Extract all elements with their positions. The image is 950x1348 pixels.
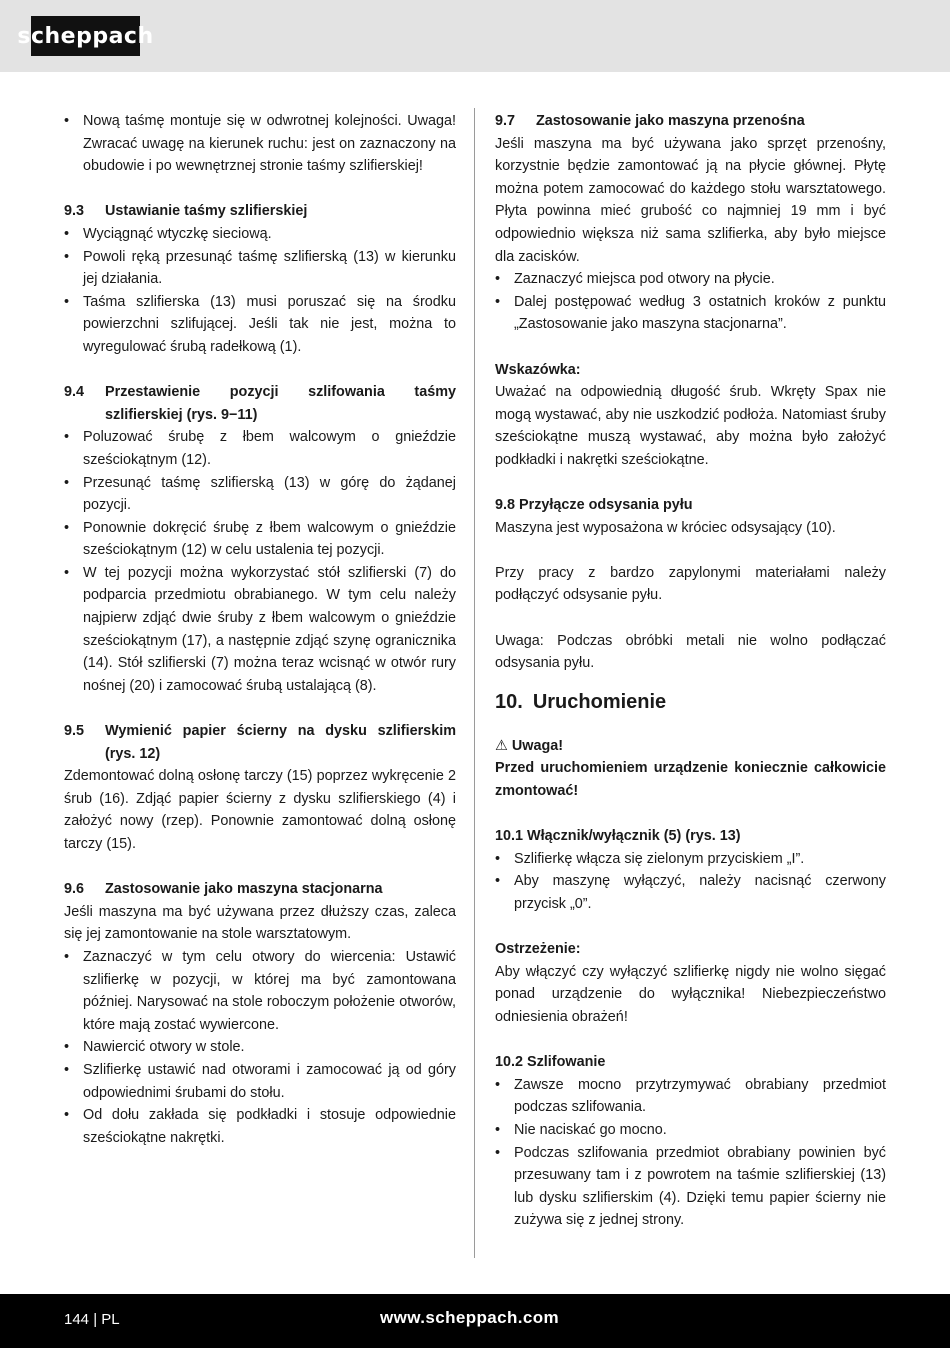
- list-item: • Aby maszynę wyłączyć, należy nacisnąć czerwony przycisk „0”.: [495, 870, 886, 915]
- list-item: • Dalej postępować według 3 ostatnich kroków z punktu „Zastosowanie jako maszyna stacjonarna”.: [495, 291, 886, 336]
- list-item: • Od dołu zakłada się podkładki i stosuje odpowiednie sześciokątne nakrętki.: [64, 1104, 456, 1149]
- hint-title: Wskazówka:: [495, 361, 581, 378]
- warning-text: Przed uruchomieniem urządzenie koniecznie całkowicie zmontować!: [495, 760, 886, 800]
- list-item: • Szlifierkę ustawić nad otworami i zamocować ją od góry odpowiednimi śrubami do stołu.: [64, 1059, 456, 1104]
- list-item: • Zaznaczyć miejsca pod otwory na płycie.: [495, 268, 886, 291]
- column-divider: [474, 108, 475, 1258]
- chapter-heading-10: 10. Uruchomienie: [495, 690, 667, 713]
- paragraph: Zdemontować dolną osłonę tarczy (15) poprzez wykręcenie 2 śrub (16). Zdjąć papier ścierny z dysku szlifierskiego (4) i założyć nowy (rzep). Ponownie zamontować dolną osłonę tarczy (15).: [64, 768, 456, 852]
- paragraph: Uwaga: Podczas obróbki metali nie wolno podłączać odsysania pyłu.: [495, 632, 886, 672]
- section-heading-9-3: 9.3 Ustawianie taśmy szlifierskiej: [64, 203, 308, 220]
- right-column: [495, 110, 886, 1232]
- section-heading-9-4: 9.4 Przestawienie pozycji szlifowania taśmy szlifierskiej (rys. 9−11): [64, 384, 456, 423]
- paragraph: Jeśli maszyna ma być używana jako sprzęt przenośny, korzystnie będzie zamontować ją na płycie głównej. Płytę można potem zamocować do każdego stołu warsztatowego. Płyta powinna mieć grubość co najmniej 19 mm i być odpowiednio większa niż sama szlifierka, aby było miejsce dla zacisków.: [495, 135, 886, 265]
- section-heading-9-7: 9.7 Zastosowanie jako maszyna przenośna: [495, 113, 805, 129]
- list-item: • Przesunąć taśmę szlifierską (13) w górę do żądanej pozycji.: [64, 472, 456, 517]
- caution-title: Ostrzeżenie:: [495, 941, 581, 958]
- left-column: [64, 110, 456, 1149]
- section-heading-9-5: 9.5 Wymienić papier ścierny na dysku szlifierskim (rys. 12): [64, 723, 456, 762]
- list-item: • Nie naciskać go mocno.: [495, 1119, 886, 1142]
- paragraph: Maszyna jest wyposażona w króciec odsysający (10).: [495, 519, 836, 536]
- warning-triangle-icon: ⚠: [495, 737, 508, 754]
- hint-text: Uważać na odpowiednią długość śrub. Wkręty Spax nie mogą wystawać, aby nie uszkodzić podłoża. Natomiast śruby sześciokątne muszą wystawać, aby można było założyć podkładki i nakrętki sześciokątne.: [495, 384, 886, 468]
- list-item: • Ponownie dokręcić śrubę z łbem walcowym o gnieździe sześciokątnym (12) w celu ustalenia tej pozycji.: [64, 517, 456, 562]
- list-item: • Podczas szlifowania przedmiot obrabiany powinien być przesuwany tam i z powrotem na taśmie szlifierskiej (13) lub dysku szlifierskim (4). Dzięki temu papier ścierny nie zużywa się z jednej strony.: [495, 1142, 886, 1232]
- list-item: • Poluzować śrubę z łbem walcowym o gnieździe sześciokątnym (12).: [64, 426, 456, 471]
- section-heading-10-2: 10.2 Szlifowanie: [495, 1054, 606, 1071]
- footer-bar: [0, 1294, 950, 1348]
- paragraph: Jeśli maszyna ma być używana przez dłuższy czas, zaleca się jej zamontowanie na stole warsztatowym.: [64, 903, 456, 943]
- list-item: • Taśma szlifierska (13) musi poruszać się na środku powierzchni szlifującej. Jeśli tak nie jest, można to wyregulować śrubą radełkową (1).: [64, 291, 456, 359]
- list-item: • Powoli ręką przesunąć taśmę szlifierską (13) w kierunku jej działania.: [64, 246, 456, 291]
- caution-text: Aby włączyć czy wyłączyć szlifierkę nigdy nie wolno sięgać ponad urządzenie do wyłącznika! Niebezpieczeństwo odniesienia obrażeń!: [495, 963, 886, 1025]
- paragraph: Przy pracy z bardzo zapylonymi materiałami należy podłączyć odsysanie pyłu.: [495, 564, 886, 604]
- brand-logo: scheppach: [31, 16, 140, 56]
- list-item: • Nową taśmę montuje się w odwrotnej kolejności. Uwaga! Zwracać uwagę na kierunek ruchu: jest on zaznaczony na obudowie i po wewnętrznej stronie taśmy szlifierskiej!: [64, 110, 456, 178]
- section-heading-9-8: 9.8 Przyłącze odsysania pyłu: [495, 497, 693, 514]
- list-item: • Zawsze mocno przytrzymywać obrabiany przedmiot podczas szlifowania.: [495, 1074, 886, 1119]
- website-url: www.scheppach.com: [380, 1308, 560, 1327]
- list-item: • W tej pozycji można wykorzystać stół szlifierski (7) do podparcia przedmiotu obrabianego. W tym celu należy najpierw zdjąć dwie śruby z łbem walcowym o gnieździe sześciokątnym (17), a następnie zdjąć szynę ogranicznika (14). Stół szlifierski (7) można teraz wcisnąć w otwór rury nośnej (20) i zamocować śrubą ustalającą (8).: [64, 562, 456, 698]
- list-item: • Szlifierkę włącza się zielonym przyciskiem „I”.: [495, 848, 886, 871]
- list-item: • Wyciągnąć wtyczkę sieciową.: [64, 223, 456, 246]
- list-item: • Zaznaczyć w tym celu otwory do wiercenia: Ustawić szlifierkę w pozycji, w której ma być zamontowana później. Narysować na stole roboczym położenie otworów, które mają zostać wywiercone.: [64, 946, 456, 1036]
- page-number: 144 | PL: [64, 1311, 120, 1328]
- section-heading-10-1: 10.1 Włącznik/wyłącznik (5) (rys. 13): [495, 828, 741, 845]
- list-item: • Nawiercić otwory w stole.: [64, 1036, 456, 1059]
- warning-label: ⚠ Uwaga!: [495, 735, 886, 758]
- header-bar: [0, 0, 950, 72]
- section-heading-9-6: 9.6 Zastosowanie jako maszyna stacjonarna: [64, 881, 383, 898]
